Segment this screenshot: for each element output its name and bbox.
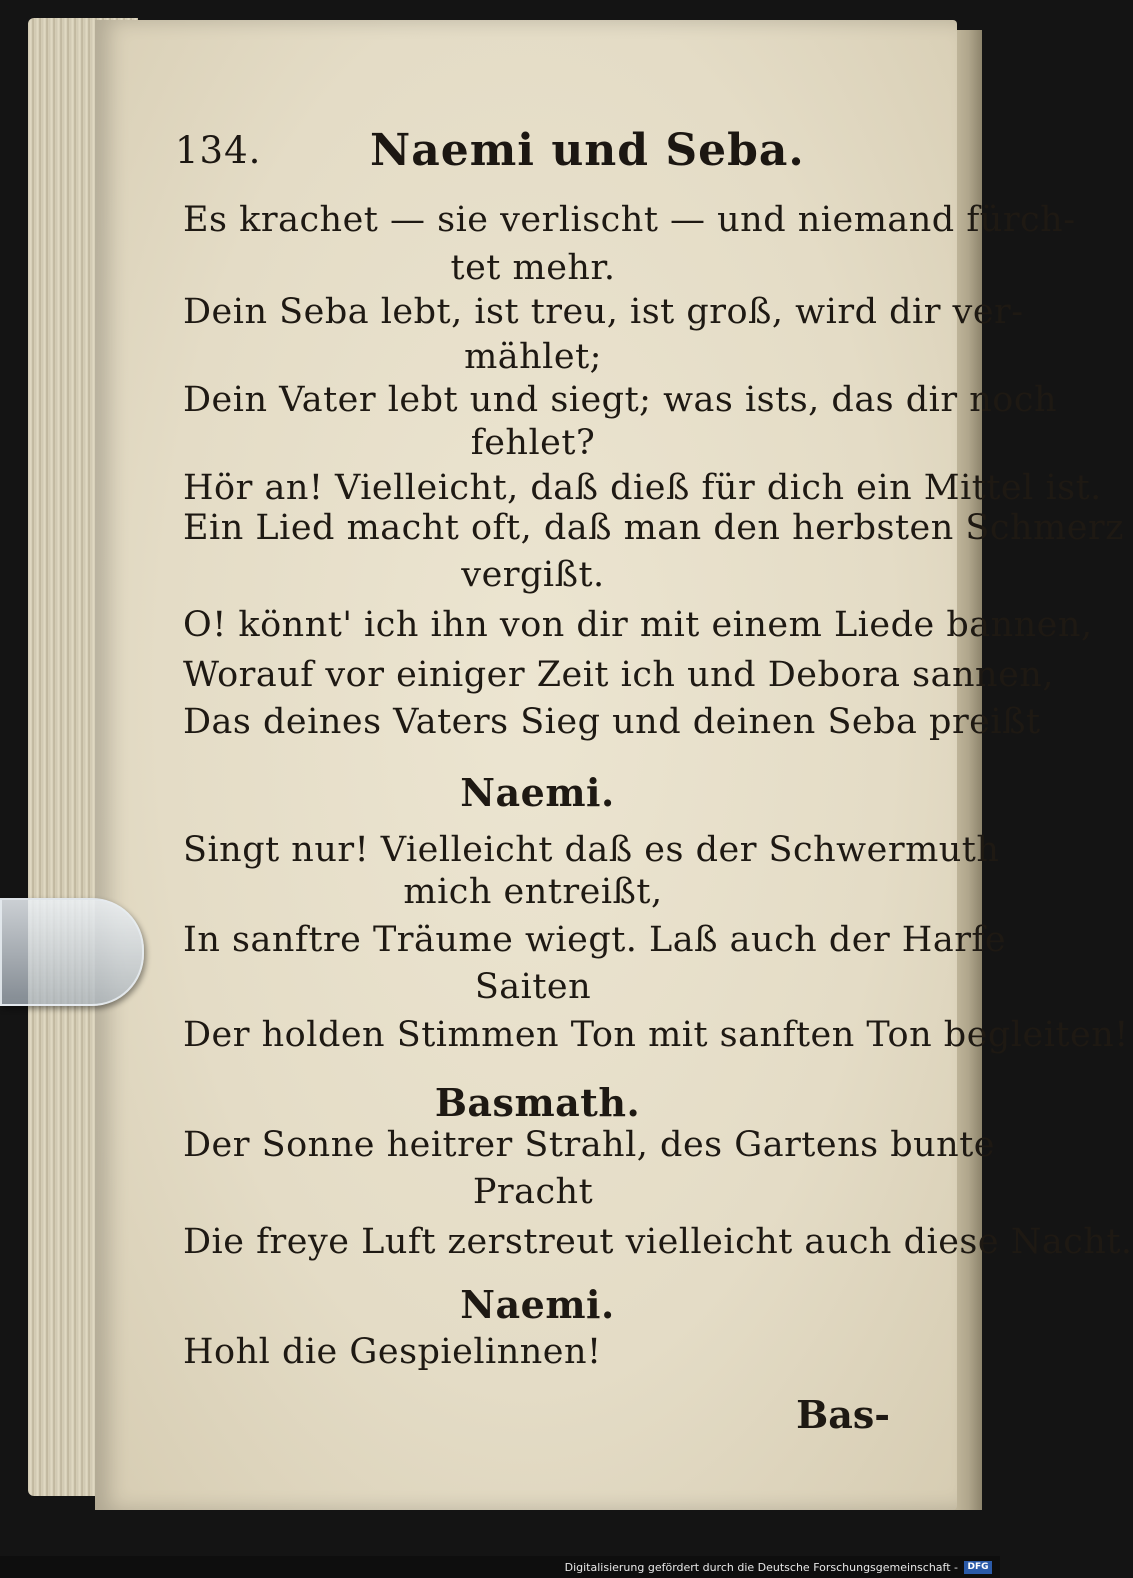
running-title: Naemi und Seba. xyxy=(370,125,805,176)
text-line: Es krachet — sie verlischt — und niemand fürch- xyxy=(183,200,1076,240)
text-line: tet mehr. xyxy=(450,248,616,288)
text-line: Die freye Luft zerstreut vielleicht auch diese Nacht. xyxy=(183,1222,1133,1262)
text-line: Der Sonne heitrer Strahl, des Gartens bunte xyxy=(183,1125,995,1165)
dfg-logo: DFG xyxy=(964,1561,992,1574)
catchword: Bas- xyxy=(796,1392,890,1437)
text-line: Dein Vater lebt und siegt; was ists, das dir noch xyxy=(183,380,1057,420)
text-line: Hohl die Gespielinnen! xyxy=(183,1332,602,1372)
text-line: mählet; xyxy=(464,337,602,377)
speaker-name: Basmath. xyxy=(434,1080,641,1125)
text-line: vergißt. xyxy=(461,555,605,595)
footer-bar xyxy=(0,1556,1000,1578)
page-marker-clip xyxy=(0,898,144,1006)
page-number: 134. xyxy=(175,129,262,172)
text-line: fehlet? xyxy=(470,423,596,463)
text-line: Der holden Stimmen Ton mit sanften Ton begleiten! xyxy=(183,1015,1129,1055)
funding-credit: Digitalisierung gefördert durch die Deutsche Forschungsgemeinschaft - xyxy=(564,1561,958,1574)
text-line: Singt nur! Vielleicht daß es der Schwermuth xyxy=(183,830,1000,870)
text-line: Ein Lied macht oft, daß man den herbsten Schmerz xyxy=(183,508,1125,548)
text-line: Das deines Vaters Sieg und deinen Seba preißt xyxy=(183,702,1041,742)
text-line: Dein Seba lebt, ist treu, ist groß, wird dir ver- xyxy=(183,292,1024,332)
text-line: Hör an! Vielleicht, daß dieß für dich ein Mittel ist. xyxy=(183,468,1102,508)
speaker-name: Naemi. xyxy=(460,770,615,815)
speaker-name: Naemi. xyxy=(460,1282,615,1327)
text-line: Worauf vor einiger Zeit ich und Debora sannen, xyxy=(183,655,1054,695)
text-line: mich entreißt, xyxy=(403,872,663,912)
text-line: O! könnt' ich ihn von dir mit einem Liede bannen, xyxy=(183,605,1093,645)
text-line: In sanftre Träume wiegt. Laß auch der Harfe xyxy=(183,920,1007,960)
text-line: Saiten xyxy=(474,967,592,1007)
text-line: Pracht xyxy=(472,1172,594,1212)
page-header xyxy=(175,125,895,185)
